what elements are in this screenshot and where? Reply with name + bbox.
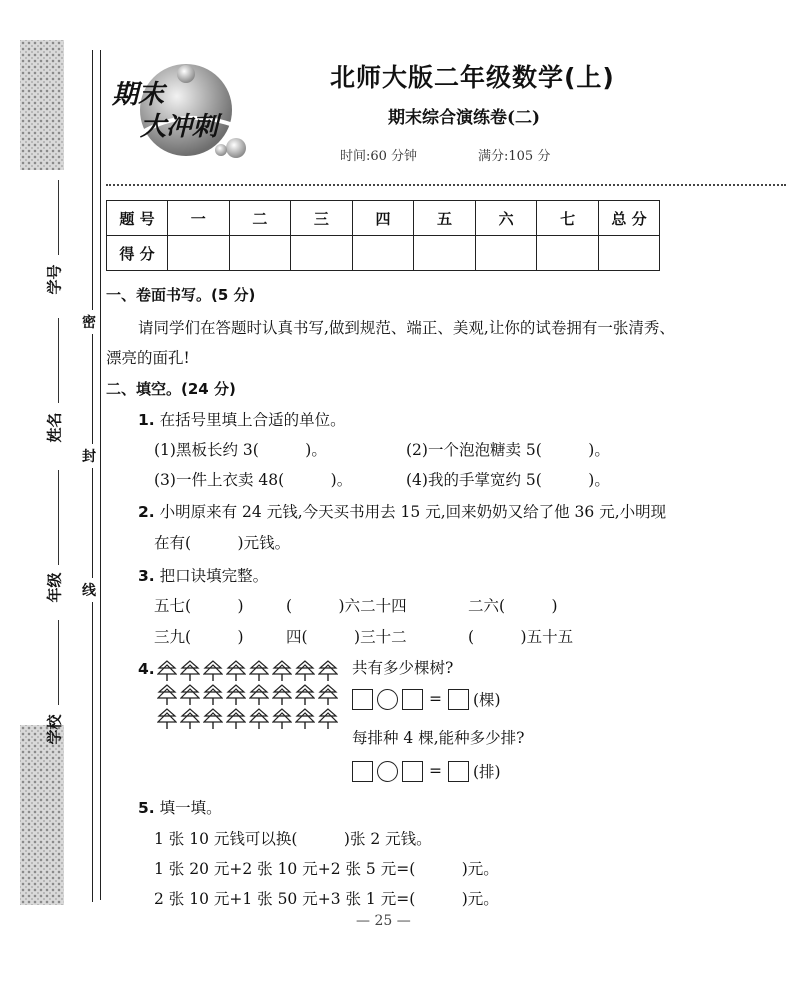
name-line	[58, 318, 59, 403]
q1-item-3: (3)一件上衣卖 48( )。	[154, 471, 353, 489]
score-table-cell: 七	[537, 201, 599, 236]
tree-icon	[295, 684, 315, 710]
score-table-cell: 题 号	[107, 201, 168, 236]
tree-icon	[272, 660, 292, 686]
q3-r1-c: 二六( )	[468, 597, 558, 615]
score-table-cell: 二	[229, 201, 291, 236]
q1-prompt: 在括号里填上合适的单位。	[159, 411, 346, 429]
score-table-cell: 六	[475, 201, 537, 236]
score-cell[interactable]	[475, 236, 537, 271]
answer-box[interactable]	[352, 761, 373, 782]
tree-row	[157, 684, 338, 710]
section1-line2: 漂亮的面孔!	[106, 349, 190, 367]
q3-r2-a: 三九( )	[154, 628, 244, 646]
tree-icon	[180, 708, 200, 734]
q3-number: 3.	[138, 567, 155, 585]
answer-box[interactable]	[448, 761, 469, 782]
q4-equation2	[352, 760, 501, 782]
q3-r1-a: 五七( )	[154, 597, 244, 615]
score-row-label: 得 分	[107, 236, 168, 271]
score-table-header-row	[107, 201, 660, 236]
binding-line-mid2	[92, 468, 93, 578]
tree-icon	[203, 660, 223, 686]
score-table-score-row	[107, 236, 660, 271]
binding-line-bottom	[92, 602, 93, 902]
answer-box[interactable]	[448, 689, 469, 710]
answer-box[interactable]	[402, 761, 423, 782]
q2-line2: 在有( )元钱。	[154, 534, 291, 552]
q5-line1: 1 张 10 元钱可以换( )张 2 元钱。	[154, 830, 432, 848]
tree-icon	[272, 708, 292, 734]
tree-icon	[318, 684, 338, 710]
q2-text: 小明原来有 24 元钱,今天买书用去 15 元,回来奶奶又给了他 36 元,小明现	[159, 503, 667, 521]
tree-icon	[249, 708, 269, 734]
score-cell[interactable]	[599, 236, 660, 271]
page-title: 北师大版二年级数学(上)	[330, 63, 615, 92]
q5-line2: 1 张 20 元+2 张 10 元+2 张 5 元=( )元。	[154, 860, 499, 878]
logo-text-1: 期末	[112, 80, 165, 110]
q2-line1	[138, 500, 666, 522]
q4-unit2: (排)	[473, 763, 501, 781]
section2-heading: 二、填空。(24 分)	[106, 380, 236, 398]
student-id-line	[58, 180, 59, 255]
section1-heading: 一、卷面书写。(5 分)	[106, 286, 256, 304]
tree-icon	[203, 684, 223, 710]
q1-text	[138, 408, 346, 430]
score-cell[interactable]	[229, 236, 291, 271]
q1-item-2: (2)一个泡泡糖卖 5( )。	[406, 441, 610, 459]
score-table-cell: 四	[352, 201, 414, 236]
q5-number: 5.	[138, 799, 155, 817]
q4-number: 4.	[138, 660, 155, 678]
tree-icon	[180, 660, 200, 686]
student-id-label: 学号	[45, 264, 64, 295]
q3-r1-b: ( )六二十四	[286, 597, 407, 615]
score-cell[interactable]	[291, 236, 353, 271]
score-cell[interactable]	[352, 236, 414, 271]
score-table-cell: 一	[168, 201, 230, 236]
score-cell[interactable]	[414, 236, 476, 271]
q3-text	[138, 564, 268, 586]
logo-text-2: 大冲刺	[140, 112, 219, 142]
header-divider	[106, 184, 786, 186]
score-cell[interactable]	[537, 236, 599, 271]
q5-text	[138, 796, 222, 818]
q2-number: 2.	[138, 503, 155, 521]
full-score: 满分:105 分	[478, 149, 551, 164]
tree-icon	[180, 684, 200, 710]
binding-line-mid1	[92, 334, 93, 444]
tree-icon	[318, 660, 338, 686]
tree-icon	[203, 708, 223, 734]
tree-icon	[272, 684, 292, 710]
tree-row	[157, 660, 338, 686]
answer-box[interactable]	[352, 689, 373, 710]
binding-line-left	[92, 50, 93, 310]
tree-icon	[226, 684, 246, 710]
tree-icon	[226, 708, 246, 734]
section1-line1: 请同学们在答题时认真书写,做到规范、端正、美观,让你的试卷拥有一张清秀、	[138, 319, 675, 337]
score-table-cell: 三	[291, 201, 353, 236]
score-table	[106, 200, 660, 271]
binding-line-right	[100, 50, 101, 900]
q3-r2-c: ( )五十五	[468, 628, 574, 646]
exam-time: 时间:60 分钟	[340, 149, 418, 164]
operator-circle[interactable]	[377, 761, 398, 782]
tree-icon	[249, 684, 269, 710]
grade-label: 年级	[45, 572, 64, 603]
q4-question1: 共有多少棵树?	[352, 659, 454, 677]
q3-prompt: 把口诀填完整。	[159, 567, 269, 585]
tree-icon	[318, 708, 338, 734]
score-cell[interactable]	[168, 236, 230, 271]
tree-icon	[157, 684, 177, 710]
answer-box[interactable]	[402, 689, 423, 710]
q1-number: 1.	[138, 411, 155, 429]
school-label: 学校	[45, 714, 64, 745]
q1-item-4: (4)我的手掌宽约 5( )。	[406, 471, 610, 489]
score-table-cell: 五	[414, 201, 476, 236]
page-subtitle: 期末综合演练卷(二)	[388, 108, 541, 128]
q3-r2-b: 四( )三十二	[286, 628, 407, 646]
tree-icon	[295, 660, 315, 686]
tree-row	[157, 708, 338, 734]
sidebar-pattern-bottom	[20, 725, 64, 905]
q1-item-1: (1)黑板长约 3( )。	[154, 441, 327, 459]
cut-mark-seal2: 封	[82, 449, 96, 465]
tree-icon	[157, 708, 177, 734]
tree-icon	[226, 660, 246, 686]
q4-unit1: (棵)	[473, 691, 501, 709]
grade-line	[58, 470, 59, 565]
q5-line3: 2 张 10 元+1 张 50 元+3 张 1 元=( )元。	[154, 890, 499, 908]
equals-sign: =	[429, 690, 442, 708]
tree-icon	[249, 660, 269, 686]
logo	[108, 60, 258, 160]
cut-mark-seal: 密	[82, 315, 96, 331]
q4-equation1	[352, 688, 501, 710]
page-number: — 25 —	[356, 913, 411, 929]
q4-question2: 每排种 4 棵,能种多少排?	[352, 729, 525, 747]
school-line	[58, 620, 59, 705]
sidebar-pattern-top	[20, 40, 64, 170]
tree-icon	[157, 660, 177, 686]
tree-icon	[295, 708, 315, 734]
q5-prompt: 填一填。	[159, 799, 222, 817]
operator-circle[interactable]	[377, 689, 398, 710]
name-label: 姓名	[45, 412, 64, 443]
cut-mark-line: 线	[82, 583, 96, 599]
equals-sign: =	[429, 762, 442, 780]
score-table-cell: 总 分	[599, 201, 660, 236]
